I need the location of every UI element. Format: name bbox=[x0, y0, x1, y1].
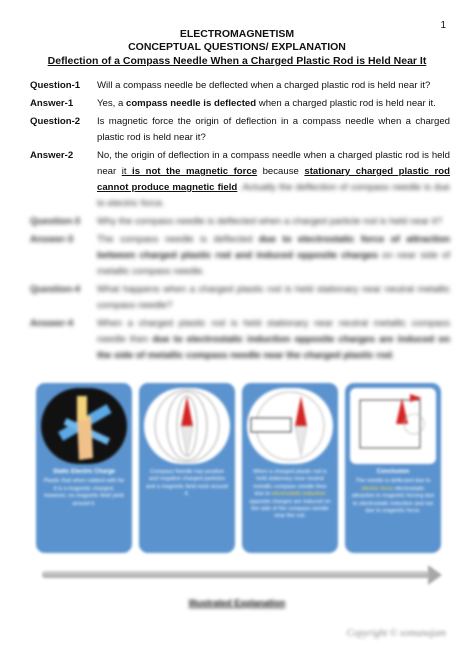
qa-text-part: The compass needle is deflected bbox=[97, 234, 259, 245]
compass-needle-icon bbox=[144, 388, 230, 464]
deflected-needle-illustration bbox=[350, 388, 436, 464]
card-caption bbox=[145, 469, 229, 499]
card-text: The needle is deflected due to bbox=[355, 478, 431, 485]
qa-text: Is magnetic force the origin of deflection in a compass needle when a charged plastic rod is held near it? bbox=[97, 116, 450, 143]
card-text-tail: opposite charges are induced on the side of the compass needle near the rod. bbox=[249, 498, 331, 520]
qa-row-question-4 bbox=[30, 282, 450, 314]
rod-near-compass-illustration bbox=[247, 388, 333, 464]
qa-label: Question-2 bbox=[30, 116, 81, 127]
qa-text-part: because bbox=[257, 166, 305, 177]
qa-text-part: on near side of metallic compass needle. bbox=[97, 250, 450, 277]
qa-list bbox=[30, 78, 450, 366]
card-heading: Conclusion bbox=[376, 469, 410, 475]
qa-row-question-3 bbox=[30, 214, 450, 230]
hand-rod-icon bbox=[41, 388, 127, 464]
card-text: Compass Needle has positive and negative charged particles and a magnetic field exist around it. bbox=[145, 469, 229, 498]
qa-text-part: . bbox=[391, 350, 395, 361]
qa-row-answer-2 bbox=[30, 148, 450, 212]
qa-text-part: Yes, a bbox=[97, 98, 126, 109]
rubbed-rod-illustration bbox=[41, 388, 127, 464]
qa-label: Answer-1 bbox=[30, 98, 74, 109]
qa-row-answer-3 bbox=[30, 232, 450, 280]
card-caption bbox=[42, 469, 126, 508]
document-header bbox=[0, 28, 474, 68]
qa-row-question-1 bbox=[30, 78, 450, 94]
charged-rod-compass-icon bbox=[247, 388, 333, 464]
qa-text: Will a compass needle be deflected when a charged plastic rod is held near it? bbox=[97, 80, 431, 91]
illustration-card-3 bbox=[242, 383, 338, 553]
card-text: When a charged plastic rod is held stationary near neutral metallic compass needle then due to bbox=[253, 469, 327, 498]
document-subtitle: CONCEPTUAL QUESTIONS/ EXPLANATION bbox=[128, 41, 346, 53]
qa-text-bold: due to electrostatic force of attraction between charged plastic rod and induced opposite charges bbox=[97, 234, 450, 261]
card-highlight: electric force bbox=[361, 485, 394, 492]
qa-text: What happens when a charged plastic rod is held stationary near neutral metallic compass needle? bbox=[97, 284, 450, 311]
qa-text-part: when a charged plastic rod is held near it. bbox=[256, 98, 436, 109]
card-caption bbox=[248, 469, 332, 521]
qa-row-question-2 bbox=[30, 114, 450, 146]
compass-field-illustration bbox=[144, 388, 230, 464]
qa-text bbox=[97, 148, 450, 212]
illustration-cards bbox=[36, 383, 441, 553]
qa-text-bold: is not the magnetic force bbox=[126, 166, 258, 177]
illustration-card-2 bbox=[139, 383, 235, 553]
timeline-arrow-head-icon bbox=[428, 565, 442, 585]
qa-text: Why the compass needle is deflected when a charged particle rod is held near it? bbox=[97, 216, 443, 227]
qa-text bbox=[97, 232, 450, 280]
qa-row-answer-4 bbox=[30, 316, 450, 364]
page-number: 1 bbox=[440, 20, 446, 31]
qa-label: Answer-2 bbox=[30, 150, 74, 161]
qa-text-underlined: it bbox=[121, 166, 127, 177]
card-text: Plastic that when rubbed with fur it is a magnetic charged, however, no magnetic field yield around it. bbox=[43, 478, 125, 507]
qa-label: Question-4 bbox=[30, 284, 81, 295]
qa-text-part: . Actually the deflection of compass needle is due to electric force. bbox=[97, 182, 450, 209]
qa-label: Answer-3 bbox=[30, 234, 74, 245]
qa-text-bold: stationary charged plastic rod cannot produce magnetic field bbox=[97, 166, 450, 193]
deflected-needle-icon bbox=[350, 388, 436, 464]
figure-caption: Illustrated Explanation bbox=[188, 598, 286, 608]
card-caption bbox=[351, 469, 435, 515]
qa-label: Question-3 bbox=[30, 216, 81, 227]
qa-text-bold: compass needle is deflected bbox=[125, 98, 257, 109]
qa-text bbox=[97, 96, 450, 112]
document-title: ELECTROMAGNETISM bbox=[179, 28, 295, 40]
card-heading: Static Electric Charge bbox=[52, 469, 116, 475]
qa-text-part: No, the origin of deflection in a compass needle when a charged plastic rod is held near bbox=[97, 150, 450, 177]
document-topic: Deflection of a Compass Needle When a Charged Plastic Rod is Held Near It bbox=[47, 55, 427, 67]
illustration-card-4 bbox=[345, 383, 441, 553]
qa-row-answer-1 bbox=[30, 96, 450, 112]
timeline-arrow-line bbox=[42, 571, 430, 578]
illustration-card-1 bbox=[36, 383, 132, 553]
qa-text-bold: due to electrostatic induction opposite charges are induced on the side of metallic compass needle near the charged plastic rod bbox=[97, 334, 451, 361]
qa-text-part: When a charged plastic rod is held stationary near neutral metallic compass needle then bbox=[97, 318, 450, 345]
qa-label: Answer-4 bbox=[30, 318, 74, 329]
qa-label: Question-1 bbox=[30, 80, 81, 91]
blurred-qa-section bbox=[30, 214, 450, 364]
card-text-tail: electrostatic attraction to magnetic forcing due to electrostatic induction and not due to magnetic force. bbox=[351, 485, 435, 515]
qa-text bbox=[97, 316, 450, 364]
card-highlight: electrostatic induction bbox=[271, 491, 326, 498]
copyright-watermark: Copyright © somunajam bbox=[346, 628, 446, 639]
